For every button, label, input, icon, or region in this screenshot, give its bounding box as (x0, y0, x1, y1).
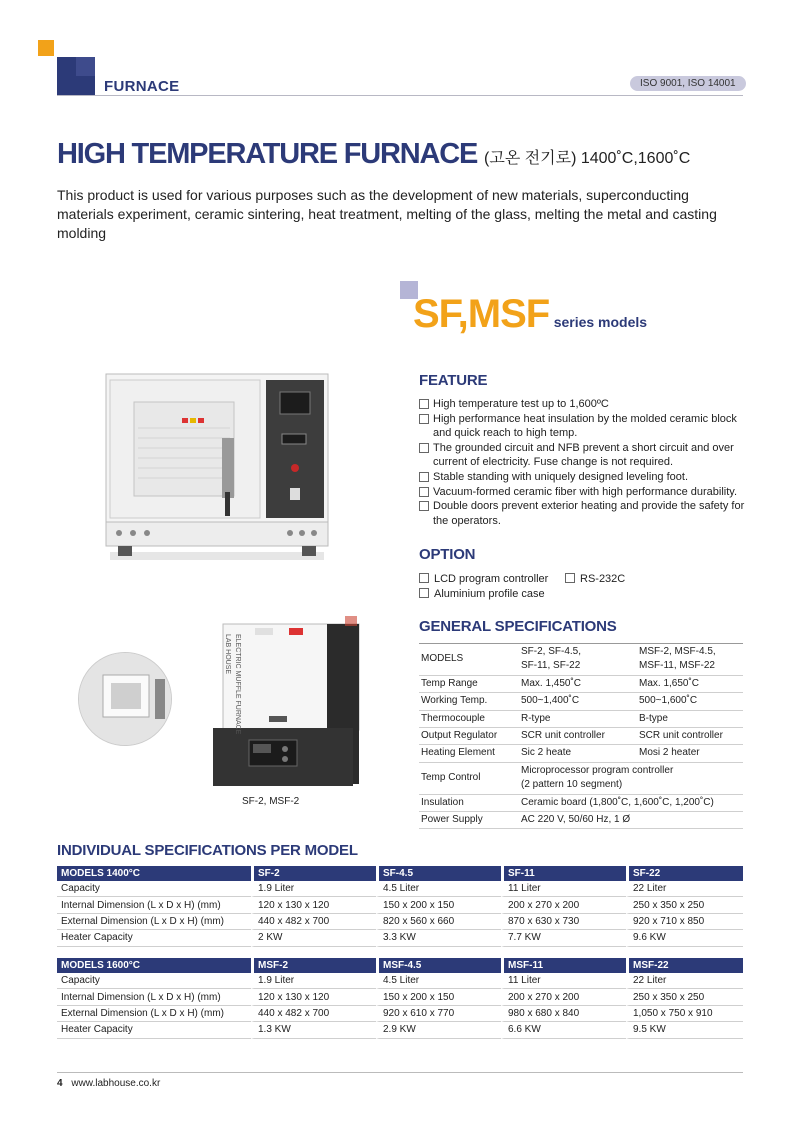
furnace-type-label: ELECTRIC MUFFLE FURNACE (234, 634, 241, 735)
table-cell: 870 x 630 x 730 (501, 914, 626, 930)
table-cell: Internal Dimension (L x D x H) (mm) (57, 897, 251, 913)
series-name: SF,MSF (413, 292, 550, 336)
table-cell: 920 x 710 x 850 (626, 914, 743, 930)
table-cell: 120 x 130 x 120 (251, 897, 376, 913)
spec-value: SF-2, SF-4.5, SF-11, SF-22 (519, 644, 637, 676)
feature-item-text: High performance heat insulation by the molded ceramic block and quick reach to high temp. (433, 412, 737, 440)
feature-item-text: Stable standing with uniquely designed leveling foot. (433, 470, 689, 483)
spec-value: MSF-2, MSF-4.5, MSF-11, MSF-22 (637, 644, 743, 676)
table-row (419, 693, 743, 710)
feature-item (419, 499, 749, 528)
table-cell: 4.5 Liter (376, 973, 501, 989)
option-row-2 (419, 587, 545, 602)
checkbox-icon (419, 573, 429, 583)
option-item: Aluminium profile case (434, 588, 545, 600)
table-cell: 1.3 KW (251, 1022, 376, 1038)
logo-square-orange (38, 40, 54, 56)
option-heading: OPTION (419, 546, 476, 563)
table-cell: 200 x 270 x 200 (501, 897, 626, 913)
table-cell: 6.6 KW (501, 1022, 626, 1038)
spec-label: Power Supply (419, 812, 519, 829)
option-row-1b (565, 572, 625, 587)
spec-value: Sic 2 heate (519, 745, 637, 762)
table-cell: 7.7 KW (501, 930, 626, 946)
furnace-brand-label: LAB HOUSE (224, 634, 231, 675)
table-row (419, 745, 743, 762)
footer-divider (57, 1072, 743, 1073)
table-row (57, 914, 743, 930)
table-cell: Heater Capacity (57, 1022, 251, 1038)
table-row (57, 881, 743, 897)
feature-item (419, 470, 749, 485)
table-cell: 440 x 482 x 700 (251, 914, 376, 930)
table-cell: 4.5 Liter (376, 881, 501, 897)
spec-value: R-type (519, 710, 637, 727)
chamber-closeup-drawing (79, 653, 171, 745)
feature-item-text: High temperature test up to 1,600ºC (433, 398, 609, 410)
table-row (57, 897, 743, 913)
spec-table-1600 (57, 958, 743, 1039)
spec-value: Ceramic board (1,800˚C, 1,600˚C, 1,200˚C) (519, 794, 743, 811)
spec-value: SCR unit controller (637, 728, 743, 745)
table-cell: 820 x 560 x 660 (376, 914, 501, 930)
intro-paragraph: This product is used for various purposes such as the development of new materials, superconducting materials experiment, ceramic sintering, heat treatment, melting of the glass, melting the metal and casting molding (57, 187, 717, 241)
spec-value: Mosi 2 heater (637, 745, 743, 762)
spec-label: MODELS (419, 644, 519, 676)
checkbox-icon (419, 472, 429, 482)
checkbox-icon (419, 588, 429, 598)
spec-label: Working Temp. (419, 693, 519, 710)
general-spec-heading: GENERAL SPECIFICATIONS (419, 618, 617, 635)
table-cell: 120 x 130 x 120 (251, 989, 376, 1005)
table-cell: 2 KW (251, 930, 376, 946)
feature-item (419, 397, 749, 412)
series-heading (413, 292, 647, 337)
spec-value: SCR unit controller (519, 728, 637, 745)
option-item: LCD program controller (434, 573, 549, 585)
page-title-main: HIGH TEMPERATURE FURNACE (57, 138, 478, 170)
column-header: SF-11 (501, 866, 626, 881)
table-cell: 1.9 Liter (251, 881, 376, 897)
table-row (57, 1022, 743, 1038)
logo-square-navy-inner (76, 57, 95, 76)
table-cell: 9.5 KW (626, 1022, 743, 1038)
option-row-1 (419, 572, 548, 587)
option-item: RS-232C (580, 573, 626, 585)
column-header: MSF-2 (251, 958, 376, 973)
spec-value: Max. 1,450˚C (519, 675, 637, 692)
table-cell: 200 x 270 x 200 (501, 989, 626, 1005)
column-header: SF-22 (626, 866, 743, 881)
table-cell: 1,050 x 750 x 910 (626, 1006, 743, 1022)
spec-value: B-type (637, 710, 743, 727)
feature-item-text: The grounded circuit and NFB prevent a short circuit and over current of electricity. Fuse change is not required. (433, 441, 734, 469)
column-header: SF-4.5 (376, 866, 501, 881)
checkbox-icon (419, 414, 429, 424)
feature-item-text: Double doors prevent exterior heating and provide the safety for the operators. (433, 500, 745, 527)
spec-table-1400 (57, 866, 743, 947)
spec-label: Insulation (419, 794, 519, 811)
table-row (419, 644, 743, 676)
feature-item (419, 441, 749, 470)
table-cell: 250 x 350 x 250 (626, 989, 743, 1005)
checkbox-icon (419, 501, 429, 511)
table-cell: 22 Liter (626, 881, 743, 897)
chamber-closeup-image (78, 652, 172, 746)
furnace-large-image (104, 372, 330, 562)
table-row (419, 728, 743, 745)
table-cell: 440 x 482 x 700 (251, 1006, 376, 1022)
table-cell: 1.9 Liter (251, 973, 376, 989)
feature-list (419, 397, 749, 528)
spec-label: Temp Range (419, 675, 519, 692)
table-row (57, 973, 743, 989)
general-spec-table (419, 643, 743, 829)
table-cell: 150 x 200 x 150 (376, 897, 501, 913)
checkbox-icon (419, 487, 429, 497)
column-header: MODELS 1600°C (57, 958, 251, 973)
table-row (57, 989, 743, 1005)
footer-url[interactable]: www.labhouse.co.kr (71, 1078, 161, 1089)
table-cell: Heater Capacity (57, 930, 251, 946)
individual-spec-heading: INDIVIDUAL SPECIFICATIONS PER MODEL (57, 842, 358, 859)
table-row (419, 762, 743, 794)
table-row (419, 710, 743, 727)
table-cell: Internal Dimension (L x D x H) (mm) (57, 989, 251, 1005)
checkbox-icon (419, 399, 429, 409)
spec-value: AC 220 V, 50/60 Hz, 1 Ø (519, 812, 743, 829)
table-cell: 22 Liter (626, 973, 743, 989)
spec-value: 500~1,600˚C (637, 693, 743, 710)
spec-label: Thermocouple (419, 710, 519, 727)
table-cell: Capacity (57, 881, 251, 897)
table-cell: 11 Liter (501, 881, 626, 897)
table-row (419, 794, 743, 811)
spec-label: Output Regulator (419, 728, 519, 745)
column-header: MSF-4.5 (376, 958, 501, 973)
table-row (419, 675, 743, 692)
table-cell: 3.3 KW (376, 930, 501, 946)
feature-item (419, 412, 749, 441)
series-suffix: series models (553, 314, 648, 330)
feature-item (419, 485, 749, 500)
checkbox-icon (419, 443, 429, 453)
header-divider (57, 95, 743, 96)
table-row (419, 812, 743, 829)
spec-label: Temp Control (419, 762, 519, 794)
certification-badge: ISO 9001, ISO 14001 (630, 76, 746, 91)
table-cell: 11 Liter (501, 973, 626, 989)
page-title (57, 138, 690, 171)
feature-item-text: Vacuum-formed ceramic fiber with high performance durability. (433, 485, 738, 498)
column-header: MSF-11 (501, 958, 626, 973)
table-cell: 9.6 KW (626, 930, 743, 946)
table-cell: 250 x 350 x 250 (626, 897, 743, 913)
spec-value: 500~1,400˚C (519, 693, 637, 710)
table-cell: 150 x 200 x 150 (376, 989, 501, 1005)
table-cell: 920 x 610 x 770 (376, 1006, 501, 1022)
furnace-small-image (209, 614, 363, 792)
table-cell: External Dimension (L x D x H) (mm) (57, 1006, 251, 1022)
table-header-row (57, 958, 743, 973)
table-row (57, 1006, 743, 1022)
column-header: SF-2 (251, 866, 376, 881)
table-cell: 980 x 680 x 840 (501, 1006, 626, 1022)
page-title-sub: (고온 전기로) 1400˚C,1600˚C (484, 150, 691, 167)
spec-value: Max. 1,650˚C (637, 675, 743, 692)
category-title: FURNACE (104, 78, 180, 95)
table-cell: Capacity (57, 973, 251, 989)
table-header-row (57, 866, 743, 881)
feature-heading: FEATURE (419, 372, 488, 389)
page-number: 4 (57, 1078, 63, 1089)
column-header: MODELS 1400°C (57, 866, 251, 881)
table-cell: 2.9 KW (376, 1022, 501, 1038)
spec-label: Heating Element (419, 745, 519, 762)
spec-value: Microprocessor program controller (2 pattern 10 segment) (519, 762, 743, 794)
table-row (57, 930, 743, 946)
image-caption: SF-2, MSF-2 (242, 796, 300, 807)
checkbox-icon (565, 573, 575, 583)
table-cell: External Dimension (L x D x H) (mm) (57, 914, 251, 930)
footer (57, 1078, 160, 1089)
column-header: MSF-22 (626, 958, 743, 973)
